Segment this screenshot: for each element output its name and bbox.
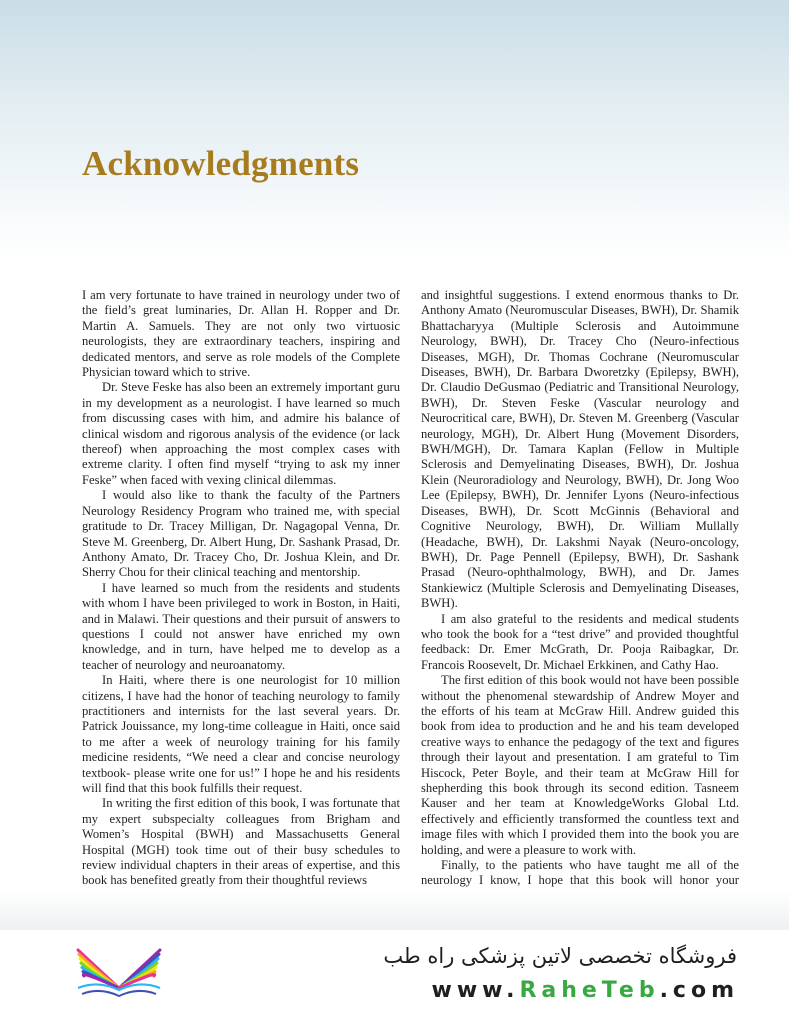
paragraph: I have learned so much from the residents and students with whom I have been privileged to work in Boston, in Haiti, and in Malawi. Their questions and their pursuit of answers to questions I could not answer have enriched my own knowledge, and in turn, have helped me to develop as a teacher of neurology and neuroanatomy.: [82, 580, 400, 672]
paragraph: Dr. Steve Feske has also been an extremely important guru in my development as a neurologist. I have learned so much from discussing cases with him, and admire his balance of clinical wisdom and rigorous analysis of the evidence (or lack thereof) when approaching the most complex cases with extreme clarity. I often find myself “trying to ask my inner Feske” when faced with vexing clinical dilemmas.: [82, 380, 400, 487]
footer-shadow-band: [0, 890, 789, 930]
paragraph: I would also like to thank the faculty of the Partners Neurology Residency Program who trained me, with special gratitude to Dr. Tracey Milligan, Dr. Nagagopal Venna, Dr. Steve M. Greenberg, Dr. Albert Hung, Dr. Sashank Prasad, Dr. Anthony Amato, Dr. Tracey Cho, Dr. Joshua Klein, and Dr. Sherry Chou for their clinical teaching and mentorship.: [82, 488, 400, 580]
paragraph: In writing the first edition of this book, I was fortunate that my expert subspecialty colleagues from Brigham and Women’s Hospital (BWH) and Massachusetts General Hospital (MGH) took time out of their busy schedules to review individual chapters in their areas of expertise, and this book has benefited greatly from their thoughtful reviews: [82, 796, 400, 888]
paragraph: I am very fortunate to have trained in neurology under two of the field’s great luminaries, Dr. Allan H. Ropper and Dr. Martin A. Samuels. They are not only two virtuosic neurologists, they are extraordinary teachers, inspiring and dedicated mentors, and serve as role models of the Complete Physician toward which to strive.: [82, 288, 400, 380]
url-brand: RaheTeb: [519, 978, 660, 1003]
paragraph-continuation: and insightful suggestions. I extend enormous thanks to Dr. Anthony Amato (Neuromuscular Diseases, BWH), Dr. Shamik Bhattacharyya (Multiple Sclerosis and Autoimmune Neurology, BWH), Dr. Tracey Cho (Neuro-infectious Diseases, MGH), Dr. Thomas Cochrane (Neuromuscular Diseases, BWH), Dr. Barbara Dworetzky (Epilepsy, BWH), Dr. Claudio DeGusmao (Pediatric and Transitional Neurology, BWH), Dr. Steven Feske (Vascular neurology and Neurocritical care, BWH), Dr. Steven M. Greenberg (Vascular neurology, MGH), Dr. Albert Hung (Movement Disorders, BWH/MGH), Dr. Tamara Kaplan (Fellow in Multiple Sclerosis and Demyelinating Diseases, BWH), Dr. Joshua Klein (Neuroradiology and Neurology, BWH), Dr. Jong Woo Lee (Epilepsy, BWH), Dr. Jennifer Lyons (Neuro-infectious Diseases, BWH), Dr. Scott McGinnis (Behavioral and Cognitive Neurology, BWH), Dr. William Mullally (Headache, BWH), Dr. Lakshmi Nayak (Neuro-oncology, BWH), Dr. Page Pennell (Epilepsy, BWH), Dr. Sashank Prasad (Neuro-ophthalmology, BWH), and Dr. James Stankiewicz (Multiple Sclerosis and Demyelinating Diseases, BWH).: [421, 288, 739, 611]
open-book-rainbow-logo-icon: [70, 938, 168, 1000]
paragraph: In Haiti, where there is one neurologist for 10 million citizens, I have had the honor of teaching neurology to family practitioners and internists for the last several years. Dr. Patrick Jouissance, my long-time colleague in Haiti, once said to me after a week of neurology training for his family medicine residents, “We need a clear and concise neurology textbook- please write one for us!” I hope he and his residents will find that this book fulfills their request.: [82, 673, 400, 795]
website-url[interactable]: [432, 978, 740, 1003]
right-column: [421, 288, 739, 920]
paragraph: The first edition of this book would not have been possible without the phenomenal stewardship of Andrew Moyer and the efforts of his team at McGraw Hill. Andrew guided this book from idea to production and he and his team developed creative ways to enhance the pedagogy of the text and figures through their layout and presentation. I am grateful to Tim Hiscock, Peter Boyle, and their team at McGraw Hill for shepherding this book through its second edition. Tasneem Kauser and her team at KnowledgeWorks Global Ltd. effectively and efficiently transformed the countless text and image files with which I provided them into the book you are holding, and were a pleasure to work with.: [421, 673, 739, 857]
paragraph: Finally, to the patients who have taught me all of the neurology I know, I hope that this book will honor your: [421, 858, 739, 888]
page-title: Acknowledgments: [82, 144, 360, 183]
header-background: [0, 0, 789, 260]
paragraph: I am also grateful to the residents and medical students who took the book for a “test drive” and provided thoughtful feedback: Dr. Emer McGrath, Dr. Pooja Raibagkar, Dr. Francois Roosevelt, Dr. Michael Erkkinen, and Cathy Hao.: [421, 611, 739, 672]
url-suffix: .com: [659, 978, 739, 1003]
shop-name: فروشگاه تخصصی لاتین پزشکی راه طب: [383, 944, 737, 968]
url-prefix: www.: [431, 978, 520, 1003]
left-column: [82, 288, 400, 889]
